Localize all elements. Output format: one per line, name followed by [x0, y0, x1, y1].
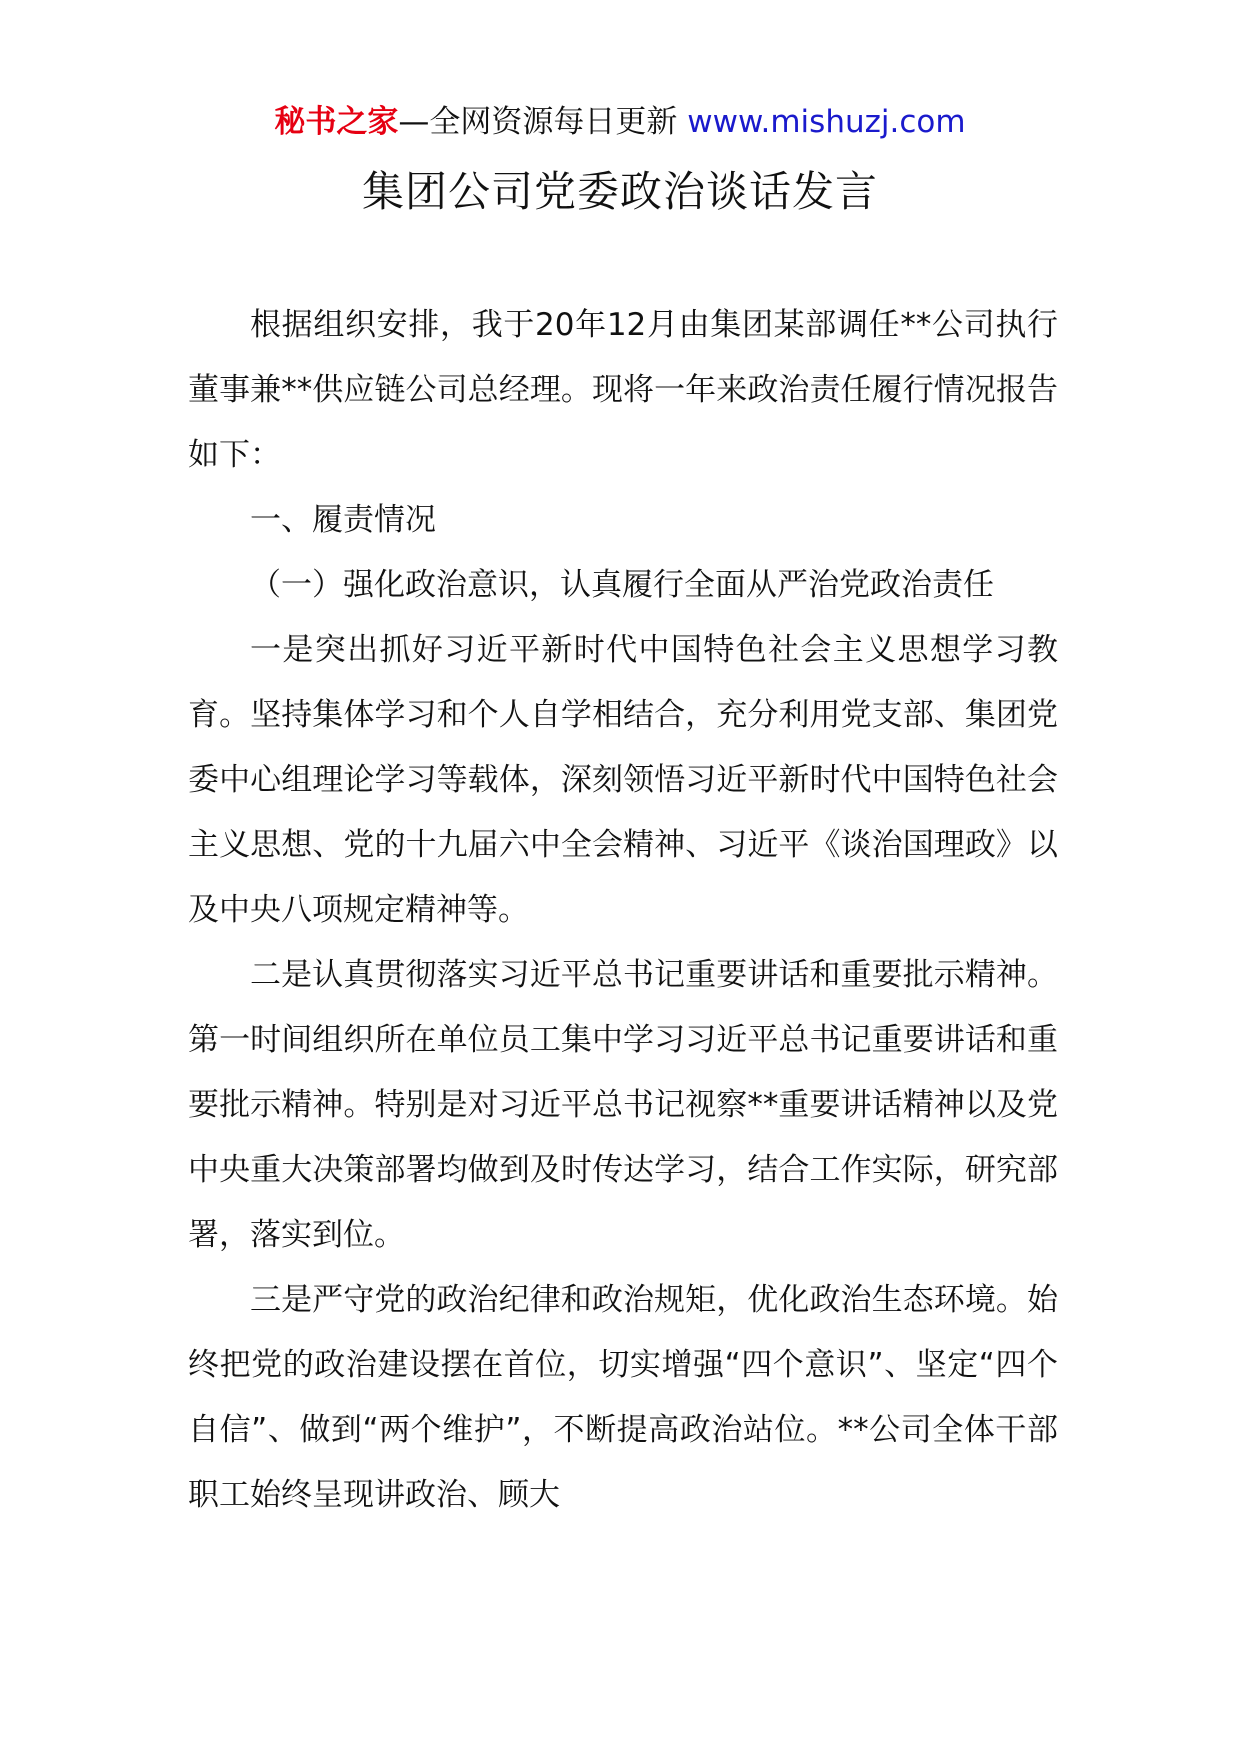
document-title: 集团公司党委政治谈话发言 — [361, 167, 878, 216]
paragraph-point-2: 二是认真贯彻落实习近平总书记重要讲话和重要批示精神。第一时间组织所在单位员工集中学习习近平总书记重要讲话和重要批示精神。特别是对习近平总书记视察**重要讲话精神以及党中央重大决策部署均做到及时传达学习，结合工作实际，研究部署，落实到位。 — [188, 957, 1058, 1253]
header-tagline: —全网资源每日更新 — [398, 104, 678, 140]
brand-name: 秘书之家 — [274, 104, 399, 140]
paragraph-intro: 根据组织安排，我于20年12月由集团某部调任**公司执行董事兼**供应链公司总经理。现将一年来政治责任履行情况报告如下： — [188, 307, 1058, 473]
section-heading-1: 一、履责情况 — [250, 502, 436, 538]
subsection-heading-1: （一）强化政治意识，认真履行全面从严治党政治责任 — [250, 567, 994, 603]
site-url-link[interactable]: www.mishuzj.com — [687, 104, 966, 140]
paragraph-point-1: 一是突出抓好习近平新时代中国特色社会主义思想学习教育。坚持集体学习和个人自学相结合，充分利用党支部、集团党委中心组理论学习等载体，深刻领悟习近平新时代中国特色社会主义思想、党的十九届六中全会精神、习近平《谈治国理政》以及中央八项规定精神等。 — [188, 632, 1058, 928]
watermark-header — [0, 100, 1240, 144]
paragraph-point-3: 三是严守党的政治纪律和政治规矩，优化政治生态环境。始终把党的政治建设摆在首位，切实增强“四个意识”、坚定“四个自信”、做到“两个维护”，不断提高政治站位。**公司全体干部职工始终呈现讲政治、顾大 — [188, 1282, 1058, 1513]
document-body — [188, 293, 1058, 1528]
